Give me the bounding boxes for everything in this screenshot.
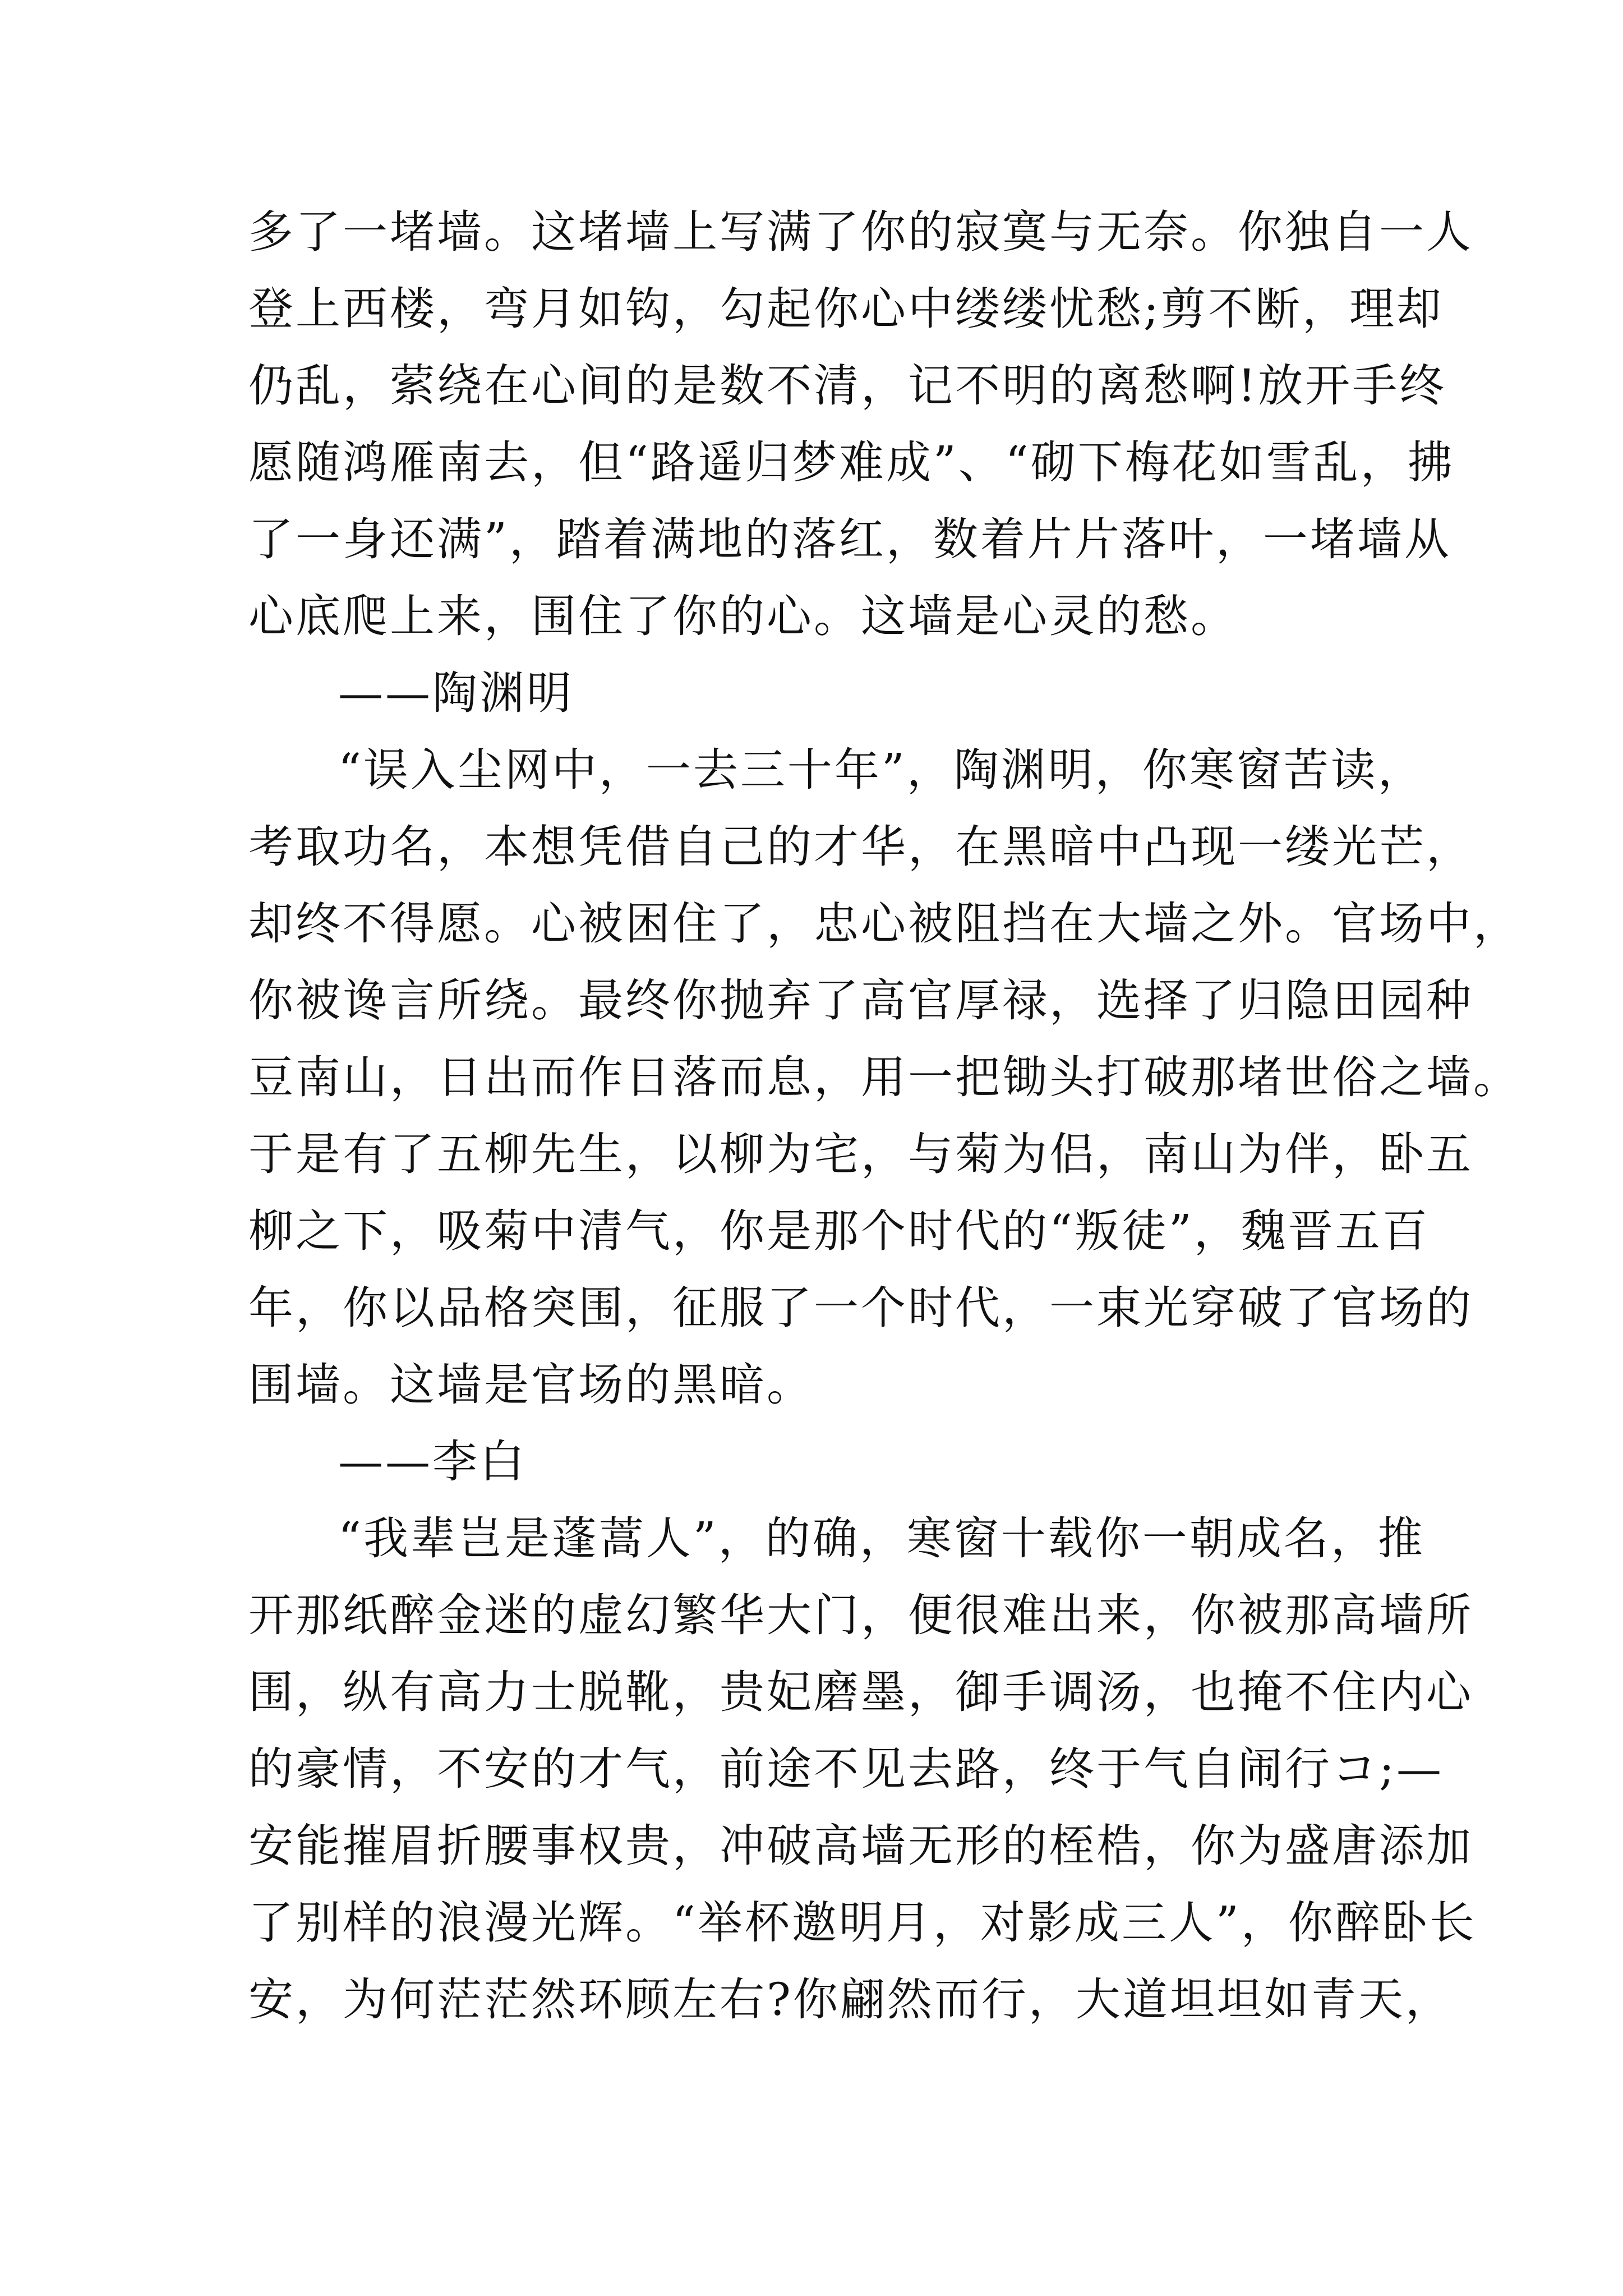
text-line: 了一身还满”，踏着满地的落红，数着片片落叶，一堵墙从 xyxy=(248,513,1451,565)
text-line: 登上西楼，弯月如钩，勾起你心中缕缕忧愁;剪不断，理却 xyxy=(248,283,1444,335)
text-line: 于是有了五柳先生，以柳为宅，与菊为侣，南山为伴，卧五 xyxy=(248,1128,1473,1180)
text-line: 安能摧眉折腰事权贵，冲破高墙无形的桎梏，你为盛唐添加 xyxy=(248,1820,1473,1872)
section-author-tao-yuanming: ——陶渊明 xyxy=(338,667,574,719)
text-line: 心底爬上来，围住了你的心。这墙是心灵的愁。 xyxy=(248,590,1238,642)
text-line: 多了一堵墙。这堵墙上写满了你的寂寞与无奈。你独自一人 xyxy=(248,206,1473,258)
body-text xyxy=(248,194,1520,2038)
text-line: 却终不得愿。心被困住了，忠心被阻挡在大墙之外。官场中， xyxy=(248,898,1520,950)
text-line: 围，纵有高力士脱靴，贵妃磨墨，御手调汤，也掩不住内心 xyxy=(248,1666,1473,1718)
section-author-li-bai: ——李白 xyxy=(338,1435,527,1488)
text-line: 安，为何茫茫然环顾左右?你翩然而行，大道坦坦如青天， xyxy=(248,1973,1453,2026)
text-line: 仍乱，萦绕在心间的是数不清，记不明的离愁啊!放开手终 xyxy=(248,360,1447,412)
text-line: 考取功名，本想凭借自己的才华，在黑暗中凸现一缕光芒， xyxy=(248,821,1473,873)
text-line: 围墙。这墙是官场的黑暗。 xyxy=(248,1359,814,1411)
text-line: 柳之下，吸菊中清气，你是那个时代的“叛徒”，魏晋五百 xyxy=(248,1205,1430,1257)
paragraph-first-line: “误入尘网中，一去三十年”，陶渊明，你寒窗苦读， xyxy=(338,744,1425,796)
text-line: 了别样的浪漫光辉。“举杯邀明月，对影成三人”，你醉卧长 xyxy=(248,1897,1477,1949)
text-line: 你被谗言所绕。最终你抛弃了高官厚禄，选择了归隐田园种 xyxy=(248,974,1473,1027)
text-line: 豆南山，日出而作日落而息，用一把锄头打破那堵世俗之墙。 xyxy=(248,1051,1520,1103)
text-line: 的豪情，不安的才气，前途不见去路，终于气自闹行コ;— xyxy=(248,1743,1444,1795)
text-line: 开那纸醉金迷的虚幻繁华大门，便很难出来，你被那高墙所 xyxy=(248,1589,1473,1641)
text-line: 年，你以品格突围，征服了一个时代，一束光穿破了官场的 xyxy=(248,1282,1473,1334)
text-line: 愿随鸿雁南去，但“路遥归梦难成”、“砌下梅花如雪乱，拂 xyxy=(248,436,1455,489)
paragraph-first-line: “我辈岂是蓬蒿人”，的确，寒窗十载你一朝成名，推 xyxy=(338,1512,1425,1565)
